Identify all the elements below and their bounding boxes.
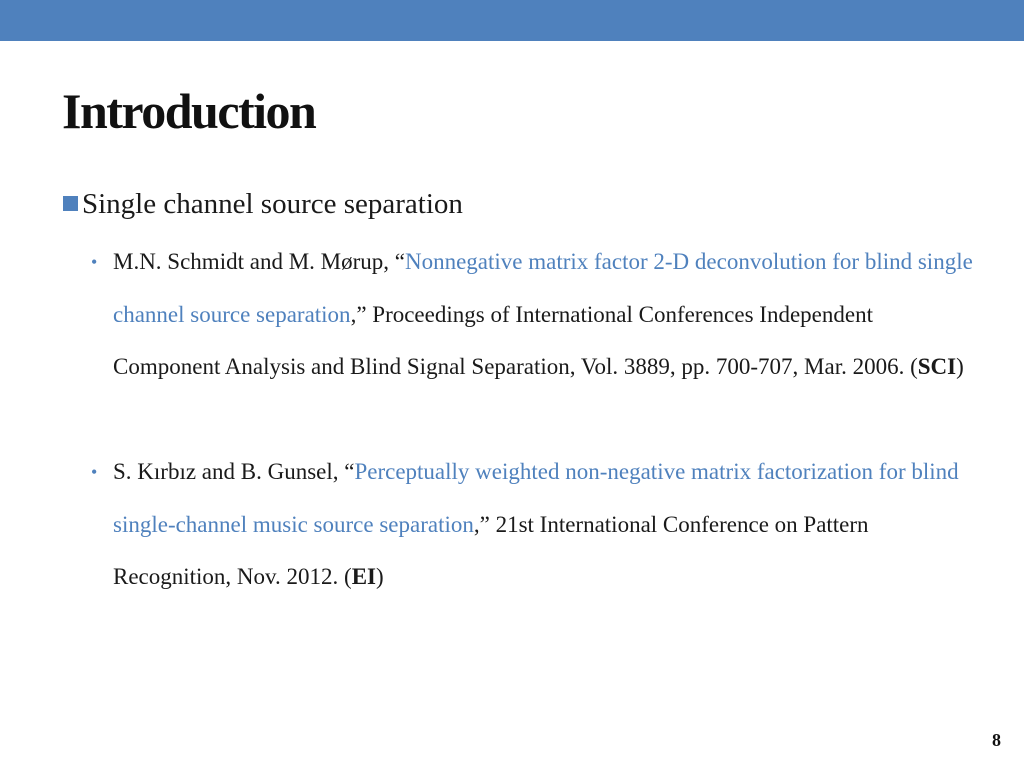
- slide-title: Introduction: [62, 83, 316, 139]
- reference-authors: S. Kırbız and B. Gunsel, “: [113, 459, 355, 484]
- topic-bullet: [63, 188, 463, 221]
- top-accent-bar: [0, 0, 1024, 41]
- reference-venue: ,” Proceedings of International Conferences Independent Component Analysis and Blind Signal Separation, Vol. 3889, pp. 700-707, Mar. 2006. (: [113, 301, 918, 379]
- index-tag: EI: [351, 564, 377, 589]
- dot-bullet-icon: •: [91, 462, 98, 482]
- reference-item: [91, 446, 973, 604]
- reference-venue: ,” 21st International Conference on Pattern Recognition, Nov. 2012. (: [113, 511, 869, 589]
- index-tag: SCI: [917, 354, 957, 379]
- square-bullet-icon: [63, 196, 78, 211]
- reference-title-link[interactable]: Nonnegative matrix factor 2-D deconvolution for blind single channel source separation: [113, 249, 973, 327]
- reference-close: ): [956, 354, 964, 379]
- reference-title-link[interactable]: Perceptually weighted non-negative matrix factorization for blind single-channel music source separation: [113, 459, 959, 537]
- page-number: 8: [992, 730, 1001, 750]
- reference-close: ): [376, 564, 384, 589]
- dot-bullet-icon: •: [91, 252, 98, 272]
- topic-text: Single channel source separation: [82, 188, 463, 220]
- reference-item: [91, 236, 973, 394]
- reference-authors: M.N. Schmidt and M. Mørup, “: [113, 249, 405, 274]
